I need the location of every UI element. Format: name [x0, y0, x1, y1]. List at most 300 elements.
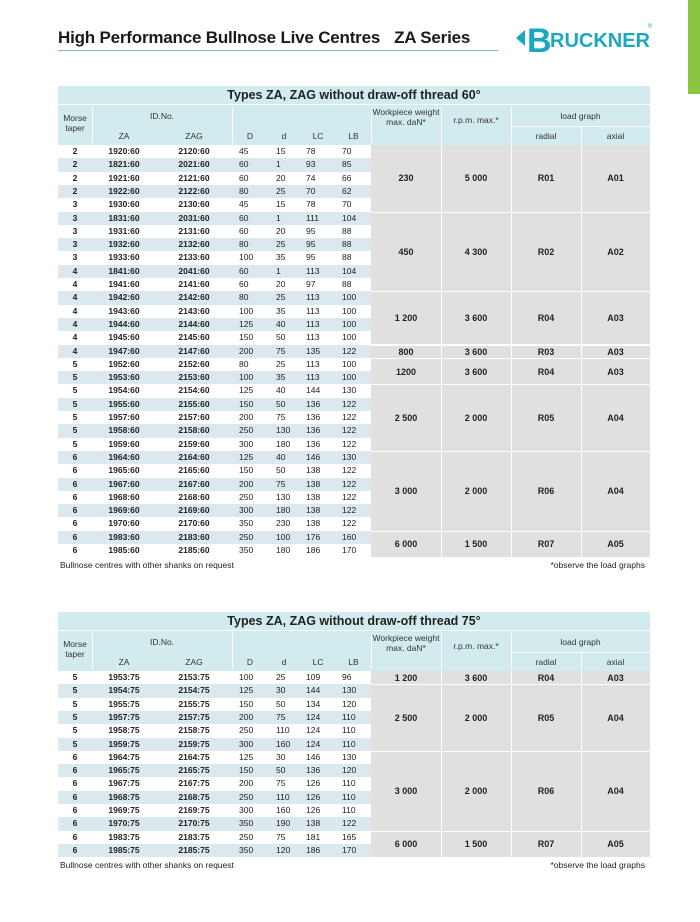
lc-cell: 113	[306, 332, 320, 343]
za-id-cell: 1965:60	[108, 465, 140, 476]
header-divider	[232, 107, 233, 143]
morse-taper-cell: 2	[72, 172, 78, 183]
lc-cell: 113	[306, 265, 320, 276]
lc-cell: 124	[306, 738, 321, 749]
d-inner-cell: 75	[276, 711, 286, 722]
d-inner-cell: 160	[276, 738, 291, 749]
table-row	[58, 291, 371, 304]
d-outer-cell: 300	[239, 438, 254, 449]
header-divider	[511, 652, 650, 653]
d-outer-cell: 300	[239, 505, 254, 516]
d-inner-cell: 100	[276, 531, 291, 542]
axial-graph-cell: A05	[607, 539, 624, 550]
table-row	[58, 424, 371, 437]
za-id-cell: 1953:60	[108, 372, 140, 383]
table-row	[58, 318, 371, 331]
header-id-no: ID.No.	[149, 111, 175, 121]
d-outer-cell: 150	[239, 465, 254, 476]
table-row	[58, 478, 371, 491]
rpm-cell: 3 600	[464, 672, 488, 683]
lc-cell: 138	[306, 818, 321, 829]
zag-id-cell: 2183:60	[178, 531, 210, 542]
lc-cell: 113	[306, 318, 320, 329]
morse-taper-cell: 5	[72, 438, 78, 449]
radial-graph-cell: R05	[537, 713, 555, 724]
rpm-cell: 2 000	[464, 413, 488, 424]
za-id-cell: 1968:75	[108, 791, 140, 802]
column-divider	[441, 532, 442, 558]
lc-cell: 109	[306, 672, 321, 682]
column-divider	[441, 385, 442, 451]
zag-id-cell: 2132:60	[178, 239, 210, 250]
d-inner-cell: 25	[276, 672, 286, 682]
column-divider	[581, 385, 582, 451]
column-divider	[581, 832, 582, 858]
lb-cell: 122	[342, 518, 357, 529]
za-id-cell: 1959:75	[108, 738, 140, 749]
za-id-cell: 1964:60	[108, 451, 140, 462]
morse-taper-cell: 2	[72, 146, 78, 156]
lb-cell: 170	[342, 545, 357, 555]
morse-taper-cell: 4	[72, 265, 78, 276]
d-inner-cell: 20	[276, 279, 286, 289]
d-inner-cell: 130	[276, 425, 291, 436]
zag-id-cell: 2168:60	[178, 491, 210, 502]
header-za: ZA	[118, 657, 130, 667]
header-rpm: r.p.m. max.*	[453, 115, 499, 125]
table-row	[58, 817, 371, 830]
lc-cell: 126	[306, 778, 321, 789]
table-row	[58, 671, 371, 684]
zag-id-cell: 2169:60	[178, 505, 210, 516]
lb-cell: 122	[342, 425, 357, 436]
column-divider	[441, 346, 442, 358]
morse-taper-cell: 5	[72, 412, 78, 422]
series-label: ZA Series	[394, 28, 471, 47]
d-outer-cell: 125	[239, 385, 254, 396]
load-group	[371, 752, 650, 831]
lc-cell: 113	[306, 292, 320, 303]
workpiece-weight-cell: 6 000	[394, 839, 418, 850]
column-divider	[511, 385, 512, 451]
table-row	[58, 384, 371, 397]
header-divider	[441, 107, 442, 143]
zag-id-cell: 2152:60	[178, 358, 210, 369]
lc-cell: 136	[306, 412, 321, 422]
radial-graph-cell: R04	[537, 672, 555, 683]
lc-cell: 124	[306, 725, 321, 736]
page-edge-tab	[688, 0, 700, 94]
lc-cell: 176	[306, 531, 321, 542]
title-underline	[58, 50, 498, 51]
lb-cell: 122	[342, 465, 357, 476]
rpm-cell: 4 300	[464, 246, 488, 257]
lb-cell: 88	[342, 279, 352, 289]
zag-id-cell: 2159:75	[178, 738, 210, 749]
lb-cell: 130	[342, 385, 357, 396]
d-inner-cell: 40	[276, 385, 286, 396]
zag-id-cell: 2168:75	[178, 791, 210, 802]
table-row	[58, 844, 371, 857]
workpiece-weight-cell: 1200	[395, 366, 417, 377]
lb-cell: 104	[342, 265, 357, 276]
za-id-cell: 1921:60	[108, 172, 140, 183]
lb-cell: 104	[342, 212, 357, 223]
lb-cell: 96	[342, 672, 352, 682]
morse-taper-cell: 6	[72, 531, 78, 542]
d-outer-cell: 125	[239, 685, 254, 696]
lc-cell: 111	[306, 212, 319, 223]
column-divider	[581, 685, 582, 751]
za-id-cell: 1957:75	[108, 711, 140, 722]
zag-id-cell: 2157:75	[178, 711, 210, 722]
lc-cell: 124	[306, 711, 321, 722]
za-id-cell: 1968:60	[108, 491, 140, 502]
axial-graph-cell: A03	[607, 672, 624, 683]
morse-taper-cell: 5	[72, 425, 78, 436]
lb-cell: 122	[342, 412, 357, 422]
za-id-cell: 1930:60	[108, 199, 140, 210]
column-divider	[581, 452, 582, 531]
za-id-cell: 1965:75	[108, 765, 140, 776]
column-divider	[581, 213, 582, 292]
lb-cell: 122	[342, 438, 357, 449]
lb-cell: 100	[342, 305, 357, 316]
zag-id-cell: 2158:60	[178, 425, 210, 436]
d-outer-cell: 350	[239, 844, 254, 855]
header-za: ZA	[118, 131, 130, 141]
table-row	[58, 158, 371, 171]
lc-cell: 136	[306, 765, 321, 776]
workpiece-weight-cell: 6 000	[394, 539, 418, 550]
lb-cell: 130	[342, 685, 357, 696]
table-row	[58, 738, 371, 751]
lb-cell: 100	[342, 358, 357, 369]
lc-cell: 144	[306, 385, 321, 396]
d-inner-cell: 180	[276, 545, 291, 555]
table-row	[58, 371, 371, 384]
table-row	[58, 305, 371, 318]
d-outer-cell: 100	[239, 252, 254, 263]
lc-cell: 95	[306, 239, 316, 250]
radial-graph-cell: R06	[537, 486, 555, 497]
header-load-graph: load graph	[560, 637, 601, 647]
lb-cell: 88	[342, 225, 352, 236]
zag-id-cell: 2121:60	[178, 172, 210, 183]
zag-id-cell: 2143:60	[178, 305, 210, 316]
table-75-degree	[58, 612, 650, 871]
d-inner-cell: 30	[276, 751, 286, 762]
morse-taper-cell: 5	[72, 398, 78, 409]
lb-cell: 110	[342, 738, 356, 749]
d-outer-cell: 250	[239, 725, 254, 736]
morse-taper-cell: 6	[72, 844, 78, 855]
morse-taper-cell: 3	[72, 212, 78, 223]
d-outer-cell: 350	[239, 818, 254, 829]
header-radial: radial	[535, 657, 557, 667]
d-inner-cell: 75	[276, 831, 286, 842]
lb-cell: 120	[342, 765, 357, 776]
header-lb: LB	[348, 131, 359, 141]
table-row	[58, 531, 371, 544]
za-id-cell: 1955:75	[108, 698, 140, 709]
lb-cell: 110	[342, 791, 356, 802]
header-divider	[581, 127, 582, 143]
table-row	[58, 491, 371, 504]
zag-id-cell: 2164:60	[178, 451, 210, 462]
d-outer-cell: 60	[239, 279, 249, 289]
table-title: Types ZA, ZAG without draw-off thread 75°	[58, 612, 650, 631]
rpm-cell: 3 600	[464, 366, 488, 377]
d-outer-cell: 45	[239, 199, 249, 210]
header-d-inner: d	[281, 657, 287, 667]
svg-text:®: ®	[648, 24, 653, 30]
za-id-cell: 1942:60	[108, 292, 140, 303]
zag-id-cell: 2185:60	[178, 545, 210, 555]
rpm-cell: 3 600	[464, 313, 488, 324]
axial-graph-cell: A04	[607, 486, 624, 497]
morse-taper-cell: 5	[72, 672, 78, 682]
table-row	[58, 751, 371, 764]
rpm-cell: 2 000	[464, 786, 488, 797]
table-row	[58, 411, 371, 424]
d-outer-cell: 200	[239, 778, 254, 789]
rpm-cell: 2 000	[464, 713, 488, 724]
axial-graph-cell: A04	[607, 713, 624, 724]
radial-graph-cell: R05	[537, 413, 555, 424]
d-outer-cell: 150	[239, 398, 254, 409]
zag-id-cell: 2185:75	[178, 844, 210, 855]
workpiece-weight-cell: 1 200	[394, 313, 418, 324]
d-inner-cell: 120	[276, 844, 291, 855]
zag-id-cell: 2120:60	[178, 146, 210, 156]
za-id-cell: 1955:60	[108, 398, 140, 409]
radial-graph-cell: R02	[537, 246, 555, 257]
lb-cell: 100	[342, 292, 357, 303]
rpm-cell: 2 000	[464, 486, 488, 497]
zag-id-cell: 2141:60	[178, 279, 210, 289]
d-inner-cell: 50	[276, 398, 286, 409]
za-id-cell: 1920:60	[108, 146, 140, 156]
column-divider	[441, 752, 442, 831]
d-inner-cell: 50	[276, 332, 286, 343]
morse-taper-cell: 5	[72, 685, 78, 696]
column-divider	[441, 359, 442, 385]
d-outer-cell: 60	[239, 172, 249, 183]
header-d-outer: D	[246, 131, 254, 141]
svg-text:RUCKNER: RUCKNER	[550, 30, 650, 52]
header-divider	[371, 107, 372, 143]
za-id-cell: 1983:75	[108, 831, 140, 842]
lc-cell: 136	[306, 438, 321, 449]
za-id-cell: 1944:60	[108, 318, 140, 329]
radial-graph-cell: R01	[537, 173, 555, 184]
lc-cell: 138	[306, 505, 321, 516]
za-id-cell: 1983:60	[108, 531, 140, 542]
lb-cell: 100	[342, 332, 357, 343]
table-row	[58, 345, 371, 358]
d-inner-cell: 110	[276, 725, 290, 736]
d-outer-cell: 350	[239, 518, 254, 529]
zag-id-cell: 2153:75	[178, 672, 210, 682]
zag-id-cell: 2170:75	[178, 818, 210, 829]
d-outer-cell: 125	[239, 318, 254, 329]
d-outer-cell: 80	[239, 239, 249, 250]
load-group	[371, 145, 650, 212]
morse-taper-cell: 6	[72, 765, 78, 776]
load-group	[371, 832, 650, 858]
d-inner-cell: 35	[276, 372, 286, 383]
header-lc: LC	[312, 131, 324, 141]
table-row	[58, 724, 371, 737]
lb-cell: 62	[342, 185, 352, 196]
morse-taper-cell: 6	[72, 818, 78, 829]
d-outer-cell: 200	[239, 345, 254, 356]
lc-cell: 95	[306, 225, 316, 236]
morse-taper-cell: 5	[72, 385, 78, 396]
table-row	[58, 451, 371, 464]
axial-graph-cell: A03	[607, 366, 624, 377]
za-id-cell: 1970:75	[108, 818, 140, 829]
morse-taper-cell: 6	[72, 491, 78, 502]
lc-cell: 138	[306, 491, 321, 502]
load-group	[371, 452, 650, 531]
column-divider	[511, 359, 512, 385]
lb-cell: 66	[342, 172, 352, 183]
morse-taper-cell: 6	[72, 778, 78, 789]
lc-cell: 138	[306, 465, 321, 476]
column-divider	[511, 346, 512, 358]
column-divider	[511, 671, 512, 684]
d-outer-cell: 100	[239, 372, 254, 383]
lb-cell: 130	[342, 751, 357, 762]
d-inner-cell: 40	[276, 318, 286, 329]
za-id-cell: 1922:60	[108, 185, 140, 196]
d-inner-cell: 130	[276, 491, 291, 502]
zag-id-cell: 2155:60	[178, 398, 210, 409]
column-divider	[511, 292, 512, 344]
zag-id-cell: 2133:60	[178, 252, 210, 263]
d-outer-cell: 250	[239, 791, 254, 802]
d-outer-cell: 150	[239, 698, 254, 709]
column-divider	[581, 671, 582, 684]
lc-cell: 135	[306, 345, 321, 356]
zag-id-cell: 2169:75	[178, 805, 210, 815]
d-outer-cell: 250	[239, 831, 254, 842]
d-inner-cell: 50	[276, 465, 286, 476]
footnote-right: *observe the load graphs	[550, 860, 645, 871]
column-divider	[441, 832, 442, 858]
workpiece-weight-cell: 800	[398, 346, 414, 357]
header-d-outer: D	[246, 657, 254, 667]
header-id-no: ID.No.	[149, 637, 175, 647]
lc-cell: 126	[306, 791, 321, 802]
zag-id-cell: 2164:75	[178, 751, 210, 762]
d-inner-cell: 160	[276, 805, 291, 815]
lb-cell: 122	[342, 818, 357, 829]
table-row	[58, 831, 371, 844]
d-outer-cell: 100	[239, 672, 254, 682]
lc-cell: 97	[306, 279, 316, 289]
za-id-cell: 1952:60	[108, 358, 140, 369]
radial-graph-cell: R06	[537, 786, 555, 797]
column-divider	[441, 685, 442, 751]
morse-taper-cell: 4	[72, 305, 78, 316]
lc-cell: 70	[306, 185, 316, 196]
lb-cell: 165	[342, 831, 357, 842]
morse-taper-cell: 4	[72, 292, 78, 303]
za-id-cell: 1943:60	[108, 305, 140, 316]
workpiece-weight-cell: 1 200	[394, 672, 418, 683]
header-rpm: r.p.m. max.*	[453, 641, 499, 651]
table-row	[58, 804, 371, 817]
morse-taper-cell: 6	[72, 518, 78, 529]
d-inner-cell: 75	[276, 345, 286, 356]
za-id-cell: 1969:75	[108, 805, 140, 815]
d-outer-cell: 250	[239, 531, 254, 542]
d-outer-cell: 80	[239, 292, 249, 303]
column-divider	[511, 532, 512, 558]
header-lc: LC	[312, 657, 324, 667]
table-row	[58, 145, 371, 158]
radial-graph-cell: R04	[537, 313, 555, 324]
header-axial: axial	[606, 657, 625, 667]
footnote-right: *observe the load graphs	[550, 560, 645, 571]
column-divider	[511, 145, 512, 212]
d-outer-cell: 300	[239, 738, 254, 749]
lb-cell: 88	[342, 239, 352, 250]
morse-taper-cell: 5	[72, 711, 78, 722]
morse-taper-cell: 6	[72, 545, 78, 555]
zag-id-cell: 2131:60	[178, 225, 210, 236]
morse-taper-cell: 6	[72, 465, 78, 476]
table-row	[58, 238, 371, 251]
load-group	[371, 359, 650, 385]
table-row	[58, 764, 371, 777]
morse-taper-cell: 6	[72, 805, 78, 815]
d-inner-cell: 110	[276, 791, 290, 802]
table-row	[58, 464, 371, 477]
zag-id-cell: 2158:75	[178, 725, 210, 736]
header-divider	[371, 633, 372, 669]
table-row	[58, 358, 371, 371]
zag-id-cell: 2041:60	[178, 265, 210, 276]
column-divider	[581, 145, 582, 212]
d-outer-cell: 150	[239, 765, 254, 776]
column-divider	[441, 452, 442, 531]
zag-id-cell: 2170:60	[178, 518, 210, 529]
zag-id-cell: 2159:60	[178, 438, 210, 449]
header-workpiece-weight: Workpiece weight max. daN*	[372, 107, 440, 127]
zag-id-cell: 2153:60	[178, 372, 210, 383]
d-outer-cell: 250	[239, 491, 254, 502]
column-divider	[511, 452, 512, 531]
d-inner-cell: 180	[276, 438, 291, 449]
d-inner-cell: 40	[276, 451, 286, 462]
header-lb: LB	[348, 657, 359, 667]
morse-taper-cell: 2	[72, 159, 78, 170]
axial-graph-cell: A01	[607, 173, 624, 184]
header-divider	[92, 107, 93, 143]
header-axial: axial	[606, 131, 625, 141]
radial-graph-cell: R07	[537, 839, 555, 850]
lc-cell: 146	[306, 751, 321, 762]
lb-cell: 110	[342, 778, 356, 789]
morse-taper-cell: 5	[72, 725, 78, 736]
d-inner-cell: 25	[276, 358, 286, 369]
d-outer-cell: 80	[239, 185, 249, 196]
morse-taper-cell: 6	[72, 478, 78, 489]
